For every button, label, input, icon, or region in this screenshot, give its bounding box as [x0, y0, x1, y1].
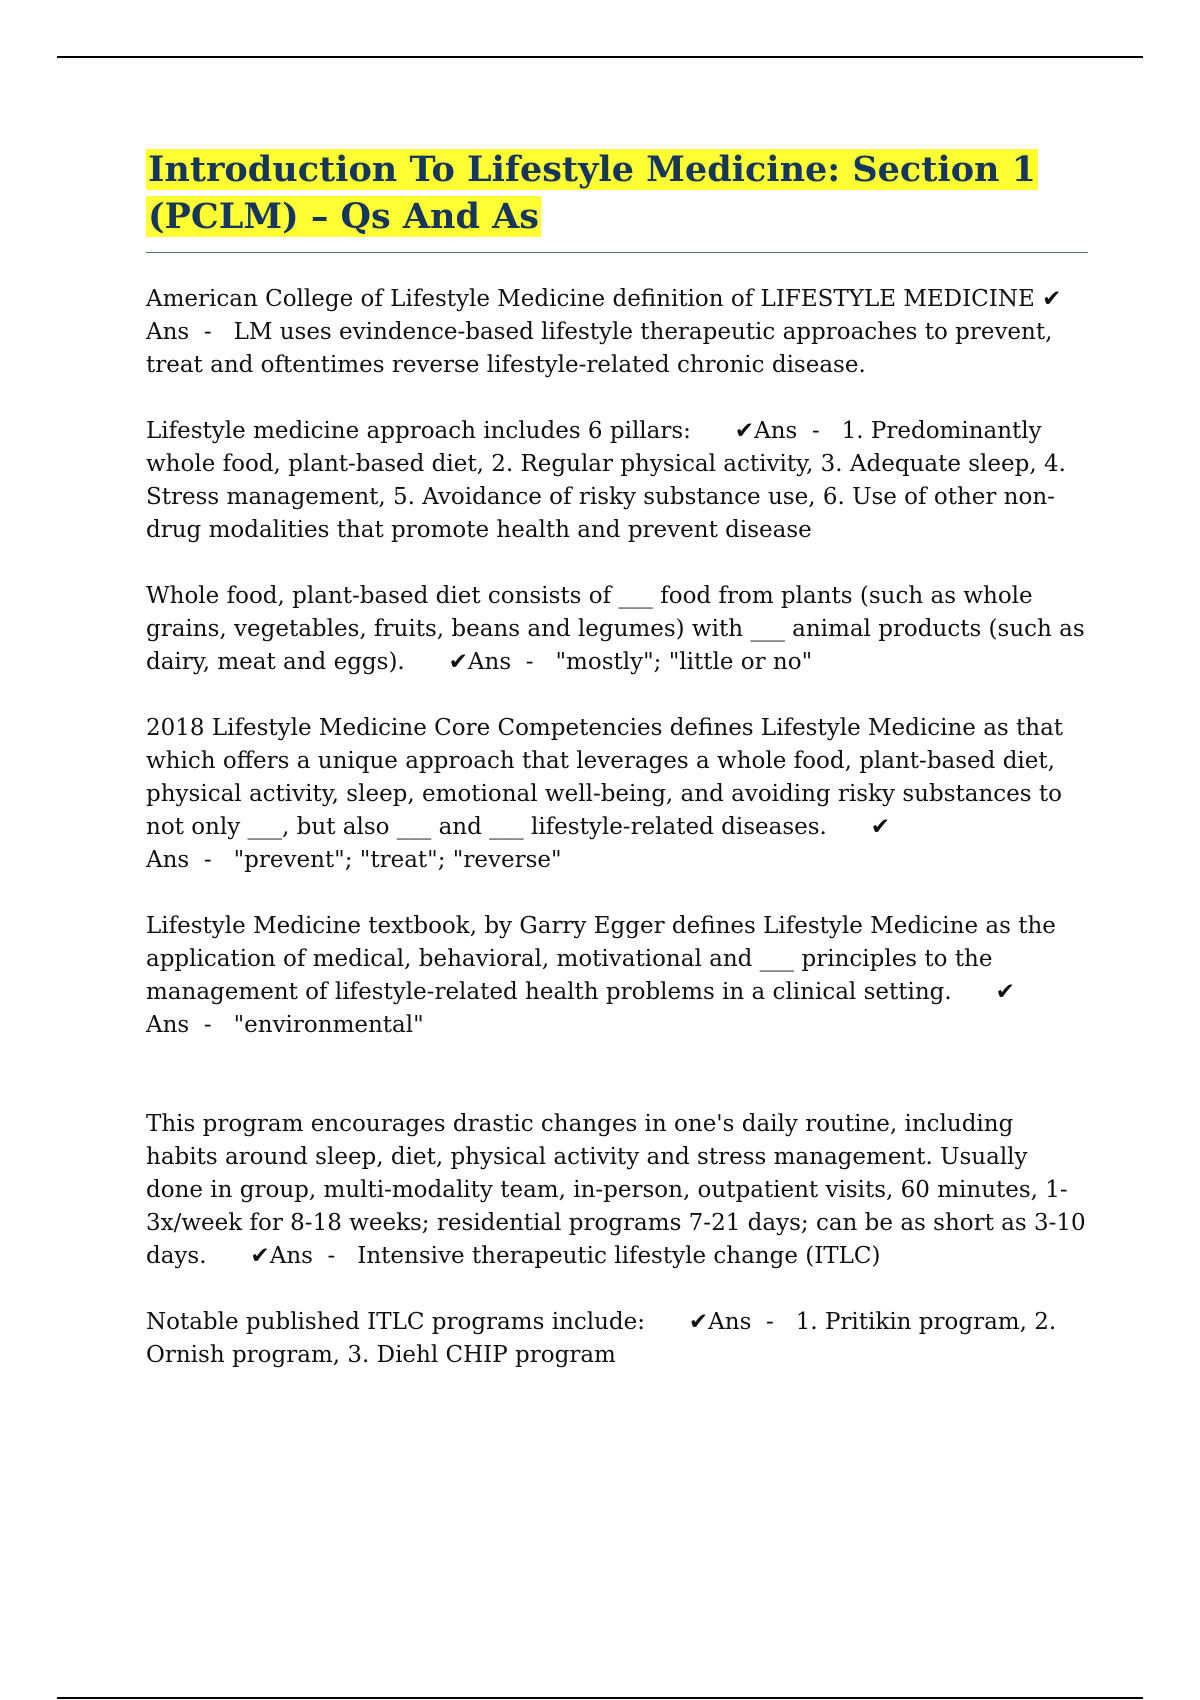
checkmark-icon: ✔: [995, 979, 1015, 1005]
question-text: American College of Lifestyle Medicine definition of LIFESTYLE MEDICINE: [146, 286, 1043, 312]
document-title: [146, 146, 1088, 240]
ans-label: Ans: [146, 1012, 190, 1038]
qa-item-4: 2018 Lifestyle Medicine Core Competencies defines Lifestyle Medicine as that which offers a unique approach that leverages a whole food, plant-based diet, physical activity, sleep, emotional well-being, and avoiding risky substances to not only ___, but also ___ and ___ lifestyle-related diseases. ✔Ans - "prevent"; "treat"; "reverse": [146, 715, 1071, 873]
title-line-1: Introduction To Lifestyle Medicine: Section 1: [148, 149, 1037, 190]
question-text: Lifestyle medicine approach includes 6 pillars:: [146, 418, 735, 444]
qa-item-6: This program encourages drastic changes in one's daily routine, including habits around sleep, diet, physical activity and stress management. Usually done in group, multi-modality team, in-person, outpatient visits, 60 minutes, 1-3x/week for 8-18 weeks; residential programs 7-21 days; can be as short as 3-10 days. ✔Ans - Intensive therapeutic lifestyle change (ITLC): [146, 1108, 1088, 1273]
qa-item-2: Lifestyle medicine approach includes 6 pillars: ✔Ans - 1. Predominantly whole food, plant-based diet, 2. Regular physical activity, 3. Adequate sleep, 4. Stress management, 5. Avoidance of risky substance use, 6. Use of other non-drug modalities that promote health and prevent disease: [146, 415, 1088, 547]
ans-label: Ans: [708, 1309, 752, 1335]
title-line-2: (PCLM) – Qs And As: [148, 196, 540, 237]
checkmark-icon: ✔: [448, 649, 468, 675]
checkmark-icon: ✔: [734, 418, 755, 444]
qa-item-1: American College of Lifestyle Medicine definition of LIFESTYLE MEDICINE ✔Ans - LM uses evindence-based lifestyle therapeutic approaches to prevent, treat and oftentimes reverse lifestyle-related chronic disease.: [146, 283, 1088, 382]
ans-label: Ans: [754, 418, 798, 444]
question-text: Lifestyle Medicine textbook, by Garry Egger defines Lifestyle Medicine as the application of medical, behavioral, motivational and ___ principles to the management of lifestyle-related health problems in a clinical setting.: [146, 913, 1064, 1005]
title-underline: [146, 252, 1088, 253]
qa-item-7: Notable published ITLC programs include: ✔Ans - 1. Pritikin program, 2. Ornish program, 3. Diehl CHIP program: [146, 1306, 1088, 1372]
answer-text: "prevent"; "treat"; "reverse": [233, 847, 562, 873]
answer-text: Intensive therapeutic lifestyle change (ITLC): [357, 1243, 881, 1269]
question-text: Notable published ITLC programs include:: [146, 1309, 689, 1335]
checkmark-icon: ✔: [250, 1243, 270, 1269]
question-text: This program encourages drastic changes in one's daily routine, including habits around sleep, diet, physical activity and stress management. Usually done in group, multi-modality team, in-person, outpatient visits, 60 minutes, 1-3x/week for 8-18 weeks; residential programs 7-21 days; can be as short as 3-10 days.: [146, 1111, 1093, 1269]
document-body: [146, 146, 1093, 1405]
ans-label: Ans: [269, 1243, 313, 1269]
ans-label: Ans: [146, 847, 190, 873]
answer-text: "mostly"; "little or no": [555, 649, 813, 675]
page-top-rule: [57, 56, 1143, 58]
checkmark-icon: ✔: [870, 814, 891, 840]
ans-label: Ans: [146, 319, 190, 345]
question-text: 2018 Lifestyle Medicine Core Competencies defines Lifestyle Medicine as that which offers a unique approach that leverages a whole food, plant-based diet, physical activity, sleep, emotional well-being, and avoiding risky substances to not only ___, but also ___ and ___ lifestyle-related diseases.: [146, 715, 1071, 840]
answer-text: LM uses evindence-based lifestyle therapeutic approaches to prevent, treat and oftentimes reverse lifestyle-related chronic disease.: [146, 319, 1060, 378]
question-text: Whole food, plant-based diet consists of ___ food from plants (such as whole grains, vegetables, fruits, beans and legumes) with ___ animal products (such as dairy, meat and eggs).: [146, 583, 1092, 675]
answer-text: 1. Predominantly whole food, plant-based diet, 2. Regular physical activity, 3. Adequate sleep, 4. Stress management, 5. Avoidance of risky substance use, 6. Use of other non-drug modalities that promote health and prevent disease: [146, 418, 1074, 543]
answer-text: 1. Pritikin program, 2. Ornish program, 3. Diehl CHIP program: [146, 1309, 1064, 1368]
checkmark-icon: ✔: [1042, 286, 1062, 312]
page-bottom-rule: [57, 1697, 1143, 1699]
qa-item-3: Whole food, plant-based diet consists of ___ food from plants (such as whole grains, vegetables, fruits, beans and legumes) with ___ animal products (such as dairy, meat and eggs). ✔Ans - "mostly"; "little or no": [146, 580, 1088, 679]
answer-text: "environmental": [233, 1012, 424, 1038]
qa-list: [146, 283, 1093, 1372]
checkmark-icon: ✔: [688, 1309, 709, 1335]
qa-item-5: Lifestyle Medicine textbook, by Garry Egger defines Lifestyle Medicine as the application of medical, behavioral, motivational and ___ principles to the management of lifestyle-related health problems in a clinical setting. ✔Ans - "environmental": [146, 913, 1064, 1038]
ans-label: Ans: [467, 649, 512, 675]
